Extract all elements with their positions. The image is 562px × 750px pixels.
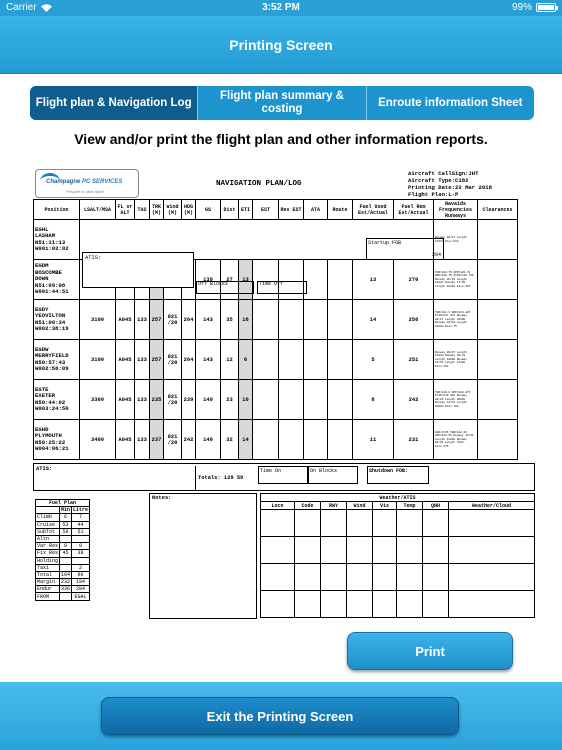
startup-fob-value: 284 bbox=[431, 252, 441, 258]
totals-label: Totals: 129 59 bbox=[198, 475, 244, 481]
cell-fl: A045 bbox=[116, 300, 135, 340]
cell-fl: A045 bbox=[116, 340, 135, 380]
print-button[interactable]: Print bbox=[347, 632, 513, 670]
col-header: ETI bbox=[239, 200, 253, 220]
cell-fl: A045 bbox=[116, 380, 135, 420]
on-blocks-box: On Blocks bbox=[308, 466, 358, 484]
battery-percent: 99% bbox=[511, 2, 532, 13]
position-cell: EGTE EXETER N50:44:02 W003:24:50 bbox=[34, 380, 80, 420]
cell-dist: 35 bbox=[221, 300, 239, 340]
cell-fuel-used: 11 bbox=[353, 420, 394, 460]
col-header: TAS bbox=[135, 200, 150, 220]
status-time: 3:52 PM bbox=[262, 2, 300, 13]
cell-fl: A045 bbox=[116, 420, 135, 460]
navigation-log-document[interactable] bbox=[33, 166, 535, 621]
startup-fob-box: Startup FOB 284 bbox=[366, 238, 444, 260]
aircraft-callsign: Aircraft CallSign:JHT bbox=[408, 170, 479, 177]
cell-fuel-used: 8 bbox=[353, 380, 394, 420]
cell-gs: 143 bbox=[196, 300, 221, 340]
col-header: Clearances bbox=[478, 200, 518, 220]
weather-row bbox=[261, 537, 535, 564]
position-cell: EGDM BOSCOMBE DOWN N51:09:08 W001:44:51 bbox=[34, 260, 80, 300]
logo-tagline: Prepare to take flight! bbox=[66, 189, 105, 194]
footer-bar bbox=[0, 682, 562, 750]
weather-row bbox=[261, 510, 535, 537]
company-logo bbox=[35, 169, 139, 198]
navaids-cell: Runway 09/27 Length 1833m Runway 03/21 Length 1098m Runway 16/34 Length 1138m Elev:151 bbox=[434, 340, 478, 380]
weather-col-header: Code bbox=[295, 502, 321, 510]
weather-title: Weather/ATIS bbox=[261, 494, 535, 502]
cell-gs: 139 bbox=[196, 260, 221, 300]
cell-fuel-rem: 251 bbox=[394, 340, 434, 380]
col-header: TRK (M) bbox=[150, 200, 164, 220]
cell-fuel-rem: 256 bbox=[394, 300, 434, 340]
navaids-cell: TWR=130.75 APP=126.70 GND=130.75 ATIS=120.725 Runway 05/23 Length 3212m Runway 17/35 Length 1916m Elev:407 bbox=[434, 260, 478, 300]
cell-trk: 257 bbox=[150, 340, 164, 380]
instructions-text: View and/or print the flight plan and other information reports. bbox=[74, 131, 488, 147]
table-row bbox=[34, 380, 518, 420]
cell-lsalt: 3100 bbox=[80, 340, 116, 380]
cell-hdg: 264 bbox=[182, 340, 196, 380]
navaids-cell: AGR/ATIS TWR=122.60 APP=133.55 Runway 13/31 Length 1180m Runway 06/24 Length 752m Elev:476 bbox=[434, 420, 478, 460]
fuel-row: Climb 6 7 bbox=[36, 514, 90, 521]
cell-lsalt: 3100 bbox=[80, 300, 116, 340]
col-header: ATA bbox=[304, 200, 328, 220]
cell-fuel-rem: 231 bbox=[394, 420, 434, 460]
cell-tas: 133 bbox=[135, 300, 150, 340]
cell-fuel-used: 13 bbox=[353, 260, 394, 300]
report-tabs bbox=[30, 86, 534, 120]
cell-gs: 149 bbox=[196, 380, 221, 420]
cell-trk: 235 bbox=[150, 380, 164, 420]
weather-col-header: QNH bbox=[423, 502, 449, 510]
position-cell: EGDW MERRYFIELD N50:57:43 W002:56:09 bbox=[34, 340, 80, 380]
cell-gs: 148 bbox=[196, 420, 221, 460]
logo-brand-2: PC SERVICES bbox=[82, 179, 123, 185]
tab-flight-plan-summary-costing[interactable]: Flight plan summary & costing bbox=[198, 86, 366, 120]
fuel-plan-table bbox=[35, 499, 90, 601]
weather-row bbox=[261, 591, 535, 618]
cell-fuel-rem: 242 bbox=[394, 380, 434, 420]
fuel-row: Fix Res 45 38 bbox=[36, 550, 90, 557]
time-off-box: Time Off bbox=[257, 281, 307, 294]
departure-atis-box: ATIS: bbox=[82, 252, 194, 288]
cell-gs: 143 bbox=[196, 340, 221, 380]
fuel-row: Cruise 53 44 bbox=[36, 521, 90, 528]
cell-eti: 6 bbox=[239, 340, 253, 380]
table-row bbox=[34, 300, 518, 340]
shutdown-fob-box: Shutdown FOB: bbox=[367, 466, 429, 484]
weather-col-header: Wind bbox=[347, 502, 373, 510]
fuel-row: FROM EGHL bbox=[36, 593, 90, 600]
tab-flight-plan-navigation-log[interactable]: Flight plan & Navigation Log bbox=[30, 86, 198, 120]
col-header: Route bbox=[328, 200, 353, 220]
weather-col-header: Vis bbox=[373, 502, 397, 510]
table-row bbox=[34, 340, 518, 380]
fuel-row: Total 104 90 bbox=[36, 571, 90, 578]
position-cell: EGDY YEOVILTON N51:00:34 W002:38:19 bbox=[34, 300, 80, 340]
col-header: Dist bbox=[221, 200, 239, 220]
cell-trk: 237 bbox=[150, 420, 164, 460]
fuel-row: Altn bbox=[36, 535, 90, 542]
col-header: LSALT/MSA bbox=[80, 200, 116, 220]
document-title: NAVIGATION PLAN/LOG bbox=[216, 180, 302, 188]
fuel-row: Endur 336 284 bbox=[36, 586, 90, 593]
position-cell: EGHD PLYMOUTH N50:25:22 W004:06:21 bbox=[34, 420, 80, 460]
carrier-label: Carrier bbox=[6, 2, 37, 13]
col-header: Wind (M) bbox=[164, 200, 182, 220]
cell-tas: 133 bbox=[135, 340, 150, 380]
fuel-plan-title: Fuel Plan bbox=[36, 500, 90, 507]
col-header: GS bbox=[196, 200, 221, 220]
navaids-cell: TWR=122.1 GND=134.425 ATIS=127.475 Runway 09/27 Length 2310m Runway 04/22 Length 1463m Elev:75 bbox=[434, 300, 478, 340]
fuel-row: Var Res 0 0 bbox=[36, 543, 90, 550]
cell-eti: 13 bbox=[239, 260, 253, 300]
logo-brand: Champagne bbox=[46, 179, 81, 185]
exit-printing-screen-button[interactable]: Exit the Printing Screen bbox=[101, 697, 459, 735]
page-title: Printing Screen bbox=[229, 37, 333, 53]
weather-col-header: Temp bbox=[397, 502, 423, 510]
weather-col-header: Weather/Cloud bbox=[449, 502, 535, 510]
printing-date: Printing Date:22 Mar 2018 bbox=[408, 184, 492, 191]
table-row bbox=[34, 420, 518, 460]
cell-tas: 133 bbox=[135, 380, 150, 420]
cell-dist: 12 bbox=[221, 340, 239, 380]
navaids-cell: TWR=119.8 APP=128.975 ATIS=119.325 Runway 08/26 Length 2083m Runway 13/31 Length 1000m Elev:102 bbox=[434, 380, 478, 420]
fuel-litre-header: Litre bbox=[73, 507, 89, 514]
col-header: EST bbox=[253, 200, 279, 220]
weather-atis-table bbox=[260, 493, 535, 618]
cell-hdg: 239 bbox=[182, 380, 196, 420]
weather-col-header: Locn bbox=[261, 502, 295, 510]
fuel-row: Margin 232 194 bbox=[36, 579, 90, 586]
notes-box: Notes: bbox=[149, 493, 257, 619]
cell-eti: 16 bbox=[239, 300, 253, 340]
cell-lsalt: 3300 bbox=[80, 380, 116, 420]
cell-wind: 021 /20 bbox=[164, 300, 182, 340]
table-header-row bbox=[34, 200, 518, 220]
col-header: Fuel Rem Est/Actual bbox=[394, 200, 434, 220]
cell-trk: 257 bbox=[150, 300, 164, 340]
status-bar bbox=[0, 0, 562, 16]
cell-hdg: 264 bbox=[182, 300, 196, 340]
cell-eti: 10 bbox=[239, 380, 253, 420]
position-cell: EGHL LASHAM N51:11:13 W001:02:02 bbox=[34, 220, 80, 260]
col-header: Fuel Used Est/Actual bbox=[353, 200, 394, 220]
navaids-cell: Runway 09/27 Length 1767m Elev:618 bbox=[434, 220, 478, 260]
fuel-row: Holding bbox=[36, 557, 90, 564]
col-header: HDG (M) bbox=[182, 200, 196, 220]
cell-dist: 32 bbox=[221, 420, 239, 460]
col-header: Position bbox=[34, 200, 80, 220]
arrival-atis-label: ATIS: bbox=[36, 466, 53, 472]
cell-wind: 021 /20 bbox=[164, 340, 182, 380]
tab-enroute-information-sheet[interactable]: Enroute information Sheet bbox=[378, 96, 523, 109]
cell-wind: 021 /20 bbox=[164, 380, 182, 420]
cell-fuel-rem: 270 bbox=[394, 260, 434, 300]
off-blocks-box: Off Blocks bbox=[196, 281, 254, 294]
col-header: Rev EST bbox=[279, 200, 304, 220]
cell-eti: 14 bbox=[239, 420, 253, 460]
aircraft-info bbox=[408, 170, 492, 198]
aircraft-type: Aircraft Type:C182 bbox=[408, 177, 469, 184]
flight-plan-id: Flight Plan:L-P bbox=[408, 191, 459, 198]
time-on-box: Time On bbox=[258, 466, 308, 484]
cell-tas: 133 bbox=[135, 420, 150, 460]
cell-dist: 27 bbox=[221, 260, 239, 300]
weather-row bbox=[261, 564, 535, 591]
fuel-row: Taxi 2 bbox=[36, 564, 90, 571]
cell-hdg: 242 bbox=[182, 420, 196, 460]
header-bar bbox=[0, 16, 562, 74]
cell-lsalt: 3400 bbox=[80, 420, 116, 460]
col-header: FL or ALT bbox=[116, 200, 135, 220]
navigation-log-table bbox=[33, 199, 518, 460]
fuel-row: SubTot 59 51 bbox=[36, 528, 90, 535]
fuel-min-header: Min bbox=[61, 507, 71, 514]
cell-fuel-used: 14 bbox=[353, 300, 394, 340]
battery-icon bbox=[536, 3, 556, 12]
weather-col-header: RWY bbox=[321, 502, 347, 510]
cell-dist: 23 bbox=[221, 380, 239, 420]
arrival-summary-row bbox=[33, 463, 535, 491]
cell-wind: 021 /20 bbox=[164, 420, 182, 460]
col-header: Navaids Frequencies Runways bbox=[434, 200, 478, 220]
cell-fuel-used: 5 bbox=[353, 340, 394, 380]
